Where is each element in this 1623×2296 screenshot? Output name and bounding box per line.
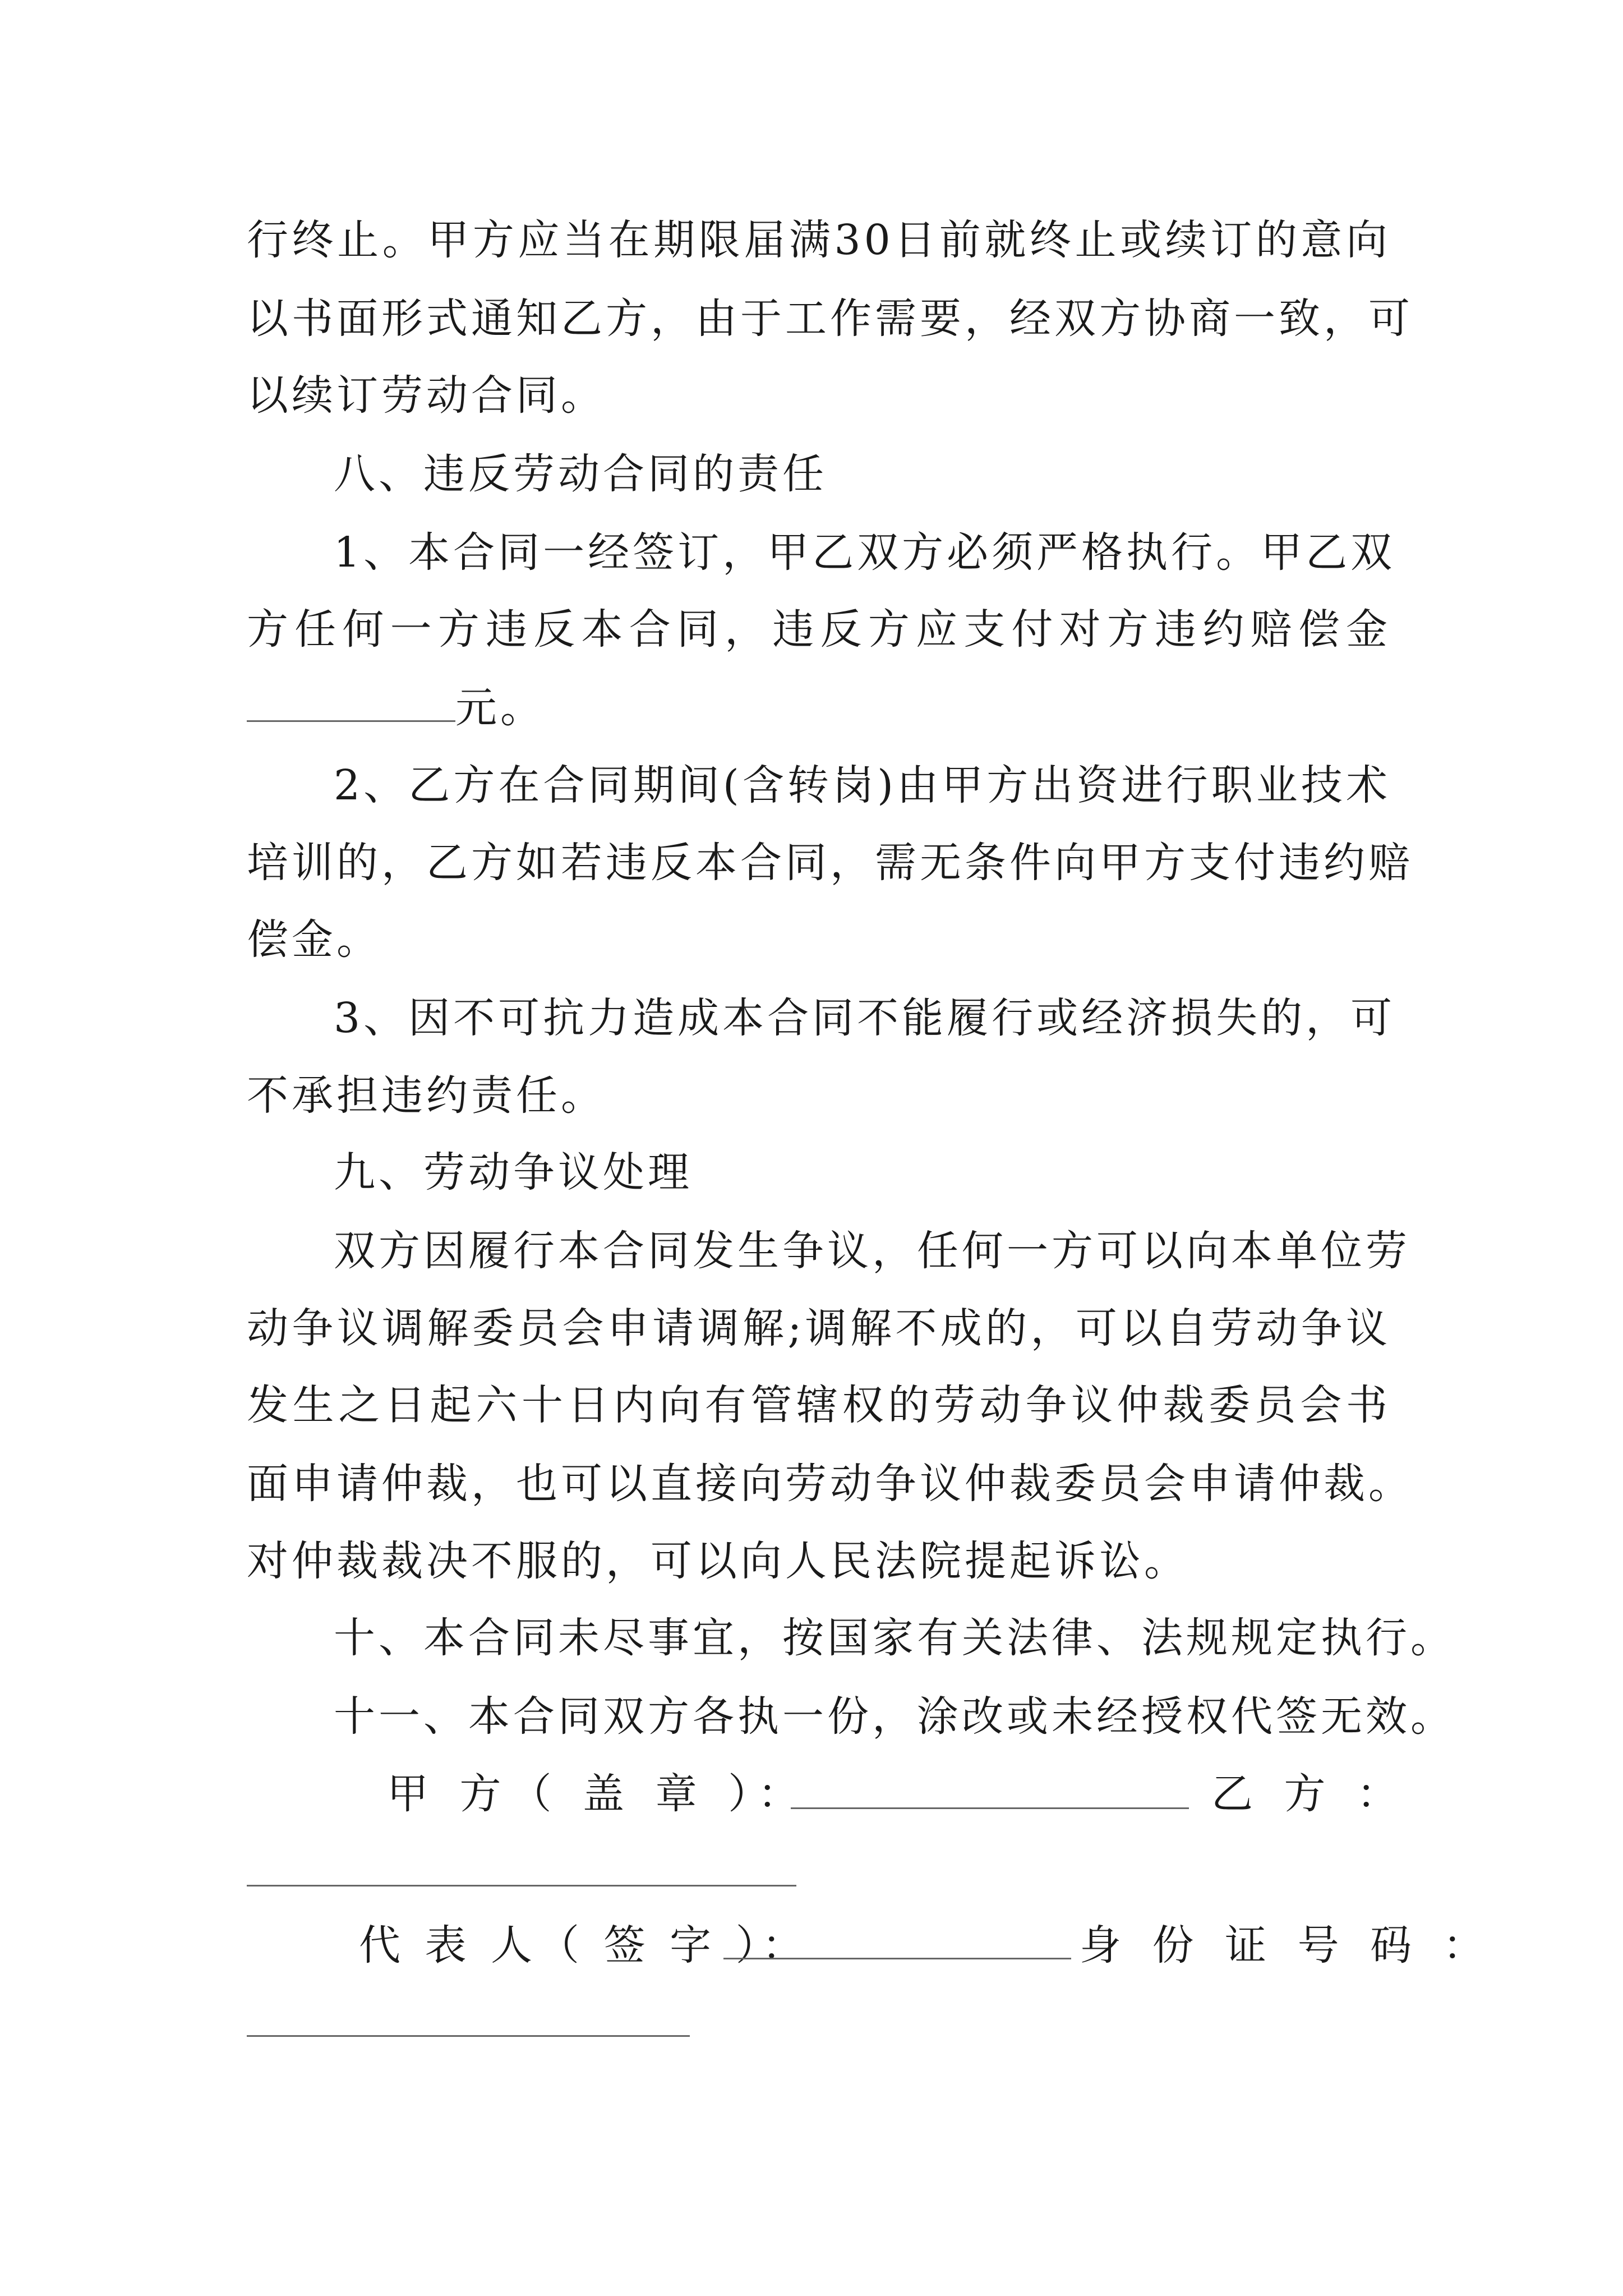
paragraph-line: 偿金。: [247, 915, 381, 964]
paragraph-line: 动争议调解委员会申请调解;调解不成的，可以自劳动争议: [247, 1304, 1391, 1352]
section-11: 十一、本合同双方各执一份，涂改或未经授权代签无效。: [334, 1692, 1455, 1741]
section-heading-8: 八、违反劳动合同的责任: [334, 450, 827, 498]
unit-label: 元。: [455, 684, 545, 732]
id-number-blank[interactable]: [247, 2035, 690, 2037]
paragraph-line: 面申请仲裁，也可以直接向劳动争议仲裁委员会申请仲裁。: [247, 1460, 1413, 1508]
section-10: 十、本合同未尽事宜，按国家有关法律、法规规定执行。: [334, 1614, 1455, 1662]
paragraph-line: 行终止。甲方应当在期限届满30日前就终止或续订的意向: [247, 216, 1391, 264]
representative-signature-blank[interactable]: [723, 1958, 1071, 1959]
paragraph-line: 3、因不可抗力造成本合同不能履行或经济损失的，可: [334, 994, 1396, 1042]
paragraph-line: [247, 680, 1391, 736]
paragraph-line: 方任何一方违反本合同，违反方应支付对方违约赔偿金: [247, 605, 1391, 654]
paragraph-line: 不承担违约责任。: [247, 1071, 606, 1120]
amount-blank[interactable]: [247, 683, 455, 722]
paragraph-line: 对仲裁裁决不服的，可以向人民法院提起诉讼。: [247, 1537, 1189, 1585]
paragraph-line: 以书面形式通知乙方，由于工作需要，经双方协商一致，可: [247, 295, 1413, 343]
paragraph-line: 1、本合同一经签订，甲乙双方必须严格执行。甲乙双: [334, 528, 1396, 577]
signature-row-parties: [247, 1766, 1408, 1822]
paragraph-line: 发生之日起六十日内向有管辖权的劳动争议仲裁委员会书: [247, 1381, 1391, 1429]
paragraph-line: 双方因履行本合同发生争议，任何一方可以向本单位劳: [334, 1227, 1410, 1275]
party-a-seal-blank[interactable]: [791, 1807, 1189, 1809]
section-heading-9: 九、劳动争议处理: [334, 1148, 693, 1197]
representative-label: 代 表 人（ 签 字 ）：: [359, 1921, 809, 1970]
party-a-label: 甲 方（ 盖 章 ）：: [387, 1770, 809, 1818]
id-number-label: 身 份 证 号 码 ：: [1080, 1921, 1493, 1970]
party-b-label: 乙 方 ：: [1211, 1770, 1408, 1818]
paragraph-line: 以续订劳动合同。: [247, 371, 606, 420]
signature-row-representative: [247, 1917, 1493, 1973]
party-b-signature-blank[interactable]: [247, 1885, 796, 1887]
paragraph-line: 2、乙方在合同期间(含转岗)由甲方出资进行职业技术: [334, 761, 1391, 809]
paragraph-line: 培训的，乙方如若违反本合同，需无条件向甲方支付违约赔: [247, 839, 1413, 887]
